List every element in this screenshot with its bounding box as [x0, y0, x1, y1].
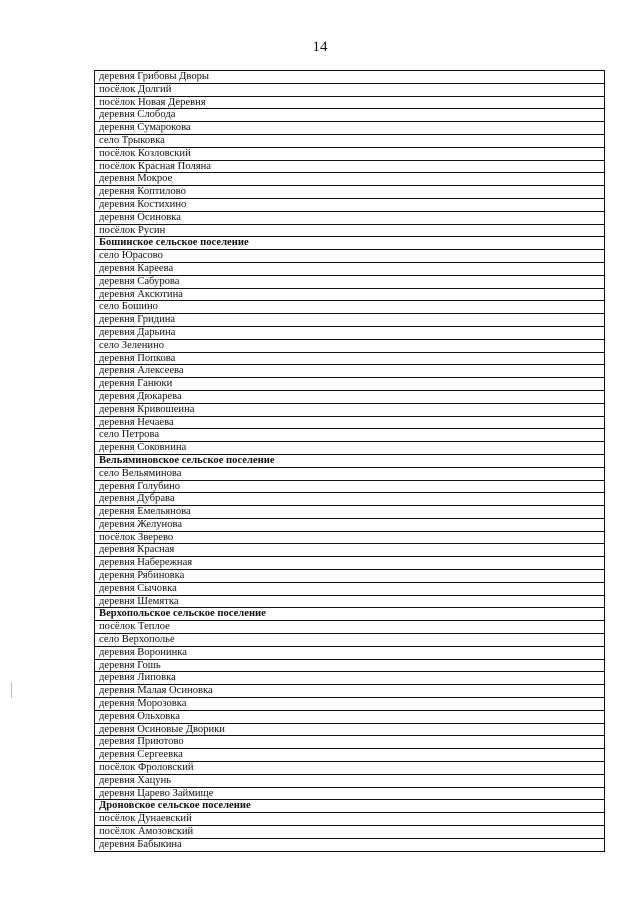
table-row [95, 787, 605, 800]
settlement-name-cell: село Вельяминова [95, 467, 605, 480]
section-header-cell: Верхопольское сельское поселение [95, 608, 605, 621]
settlement-name-cell: деревня Нечаева [95, 416, 605, 429]
section-header-cell: Бошинское сельское поселение [95, 237, 605, 250]
table-row [95, 838, 605, 851]
table-row [95, 710, 605, 723]
settlement-name-cell: деревня Дюкарева [95, 390, 605, 403]
table-row [95, 672, 605, 685]
settlement-name-cell: посёлок Дунаевский [95, 813, 605, 826]
settlement-name-cell: посёлок Русин [95, 224, 605, 237]
settlement-name-cell: деревня Рябиновка [95, 570, 605, 583]
table-row [95, 646, 605, 659]
table-row [95, 71, 605, 84]
settlement-name-cell: деревня Алексеева [95, 365, 605, 378]
table-row [95, 762, 605, 775]
settlement-name-cell: деревня Ганюки [95, 378, 605, 391]
table-row [95, 250, 605, 263]
settlement-name-cell: деревня Грибовы Дворы [95, 71, 605, 84]
table-row [95, 531, 605, 544]
settlement-name-cell: село Юрасово [95, 250, 605, 263]
table-row [95, 582, 605, 595]
table-row [95, 365, 605, 378]
table-row [95, 480, 605, 493]
settlement-name-cell: деревня Попкова [95, 352, 605, 365]
table-row [95, 147, 605, 160]
table-row [95, 390, 605, 403]
settlement-name-cell: посёлок Козловский [95, 147, 605, 160]
table-row [95, 557, 605, 570]
table-row [95, 173, 605, 186]
settlement-name-cell: деревня Царево Займище [95, 787, 605, 800]
settlement-name-cell: посёлок Амозовский [95, 826, 605, 839]
table-row [95, 403, 605, 416]
settlement-name-cell: деревня Емельянова [95, 506, 605, 519]
settlement-name-cell: посёлок Фроловский [95, 762, 605, 775]
settlement-name-cell: село Петрова [95, 429, 605, 442]
settlement-name-cell: деревня Сергеевка [95, 749, 605, 762]
table-row [95, 518, 605, 531]
settlement-name-cell: деревня Липовка [95, 672, 605, 685]
table-row [95, 275, 605, 288]
table-row [95, 83, 605, 96]
settlement-name-cell: деревня Осиновые Дворики [95, 723, 605, 736]
settlement-name-cell: деревня Костихино [95, 198, 605, 211]
table-row [95, 698, 605, 711]
table-row [95, 659, 605, 672]
settlement-name-cell: деревня Шемятка [95, 595, 605, 608]
settlement-name-cell: деревня Хацунь [95, 774, 605, 787]
table-row [95, 621, 605, 634]
settlement-name-cell: деревня Коптилово [95, 186, 605, 199]
settlement-name-cell: деревня Кареева [95, 262, 605, 275]
table-row [95, 198, 605, 211]
table-row [95, 352, 605, 365]
table-row [95, 288, 605, 301]
settlement-name-cell: деревня Приютово [95, 736, 605, 749]
table-row [95, 467, 605, 480]
settlement-name-cell: посёлок Красная Поляна [95, 160, 605, 173]
table-row [95, 429, 605, 442]
settlement-name-cell: деревня Осиновка [95, 211, 605, 224]
table-row [95, 262, 605, 275]
settlement-name-cell: деревня Кривошеина [95, 403, 605, 416]
table-row [95, 186, 605, 199]
margin-mark [11, 682, 12, 698]
settlement-name-cell: деревня Голубино [95, 480, 605, 493]
table-row [95, 570, 605, 583]
settlement-name-cell: деревня Гридина [95, 314, 605, 327]
table-row [95, 339, 605, 352]
settlement-name-cell: деревня Дубрава [95, 493, 605, 506]
table-row [95, 301, 605, 314]
table-row [95, 378, 605, 391]
settlement-name-cell: деревня Слобода [95, 109, 605, 122]
settlement-name-cell: деревня Ольховка [95, 710, 605, 723]
table-row [95, 96, 605, 109]
table-row [95, 493, 605, 506]
settlement-name-cell: деревня Красная [95, 544, 605, 557]
section-header-row [95, 454, 605, 467]
section-header-cell: Вельяминовское сельское поселение [95, 454, 605, 467]
table-row [95, 160, 605, 173]
settlements-table-body [95, 71, 605, 852]
table-row [95, 595, 605, 608]
table-row [95, 211, 605, 224]
settlements-table [94, 70, 605, 852]
table-row [95, 122, 605, 135]
table-row [95, 416, 605, 429]
table-row [95, 813, 605, 826]
table-row [95, 774, 605, 787]
settlement-name-cell: деревня Желунова [95, 518, 605, 531]
settlement-name-cell: посёлок Теплое [95, 621, 605, 634]
settlement-name-cell: деревня Сумарокова [95, 122, 605, 135]
section-header-cell: Дроновское сельское поселение [95, 800, 605, 813]
settlement-name-cell: деревня Морозовка [95, 698, 605, 711]
page-number: 14 [312, 39, 328, 55]
table-row [95, 506, 605, 519]
table-row [95, 314, 605, 327]
settlement-name-cell: село Зеленино [95, 339, 605, 352]
table-row [95, 544, 605, 557]
table-row [95, 723, 605, 736]
settlement-name-cell: деревня Сабурова [95, 275, 605, 288]
settlement-name-cell: посёлок Долгий [95, 83, 605, 96]
table-row [95, 826, 605, 839]
section-header-row [95, 237, 605, 250]
table-row [95, 749, 605, 762]
table-row [95, 326, 605, 339]
settlement-name-cell: деревня Гошь [95, 659, 605, 672]
settlement-name-cell: село Верхополье [95, 634, 605, 647]
settlement-name-cell: деревня Малая Осиновка [95, 685, 605, 698]
settlement-name-cell: деревня Набережная [95, 557, 605, 570]
settlement-name-cell: деревня Аксютина [95, 288, 605, 301]
settlement-name-cell: посёлок Новая Деревня [95, 96, 605, 109]
settlement-name-cell: посёлок Зверево [95, 531, 605, 544]
table-row [95, 224, 605, 237]
settlement-name-cell: деревня Мокрое [95, 173, 605, 186]
settlement-name-cell: деревня Дарьина [95, 326, 605, 339]
settlement-name-cell: село Бошино [95, 301, 605, 314]
table-row [95, 634, 605, 647]
settlement-name-cell: село Трыковка [95, 134, 605, 147]
section-header-row [95, 800, 605, 813]
section-header-row [95, 608, 605, 621]
settlement-name-cell: деревня Сычовка [95, 582, 605, 595]
settlement-name-cell: деревня Воронинка [95, 646, 605, 659]
table-row [95, 109, 605, 122]
table-row [95, 736, 605, 749]
table-row [95, 442, 605, 455]
table-row [95, 685, 605, 698]
settlement-name-cell: деревня Соковнина [95, 442, 605, 455]
table-row [95, 134, 605, 147]
settlement-name-cell: деревня Бабыкина [95, 838, 605, 851]
